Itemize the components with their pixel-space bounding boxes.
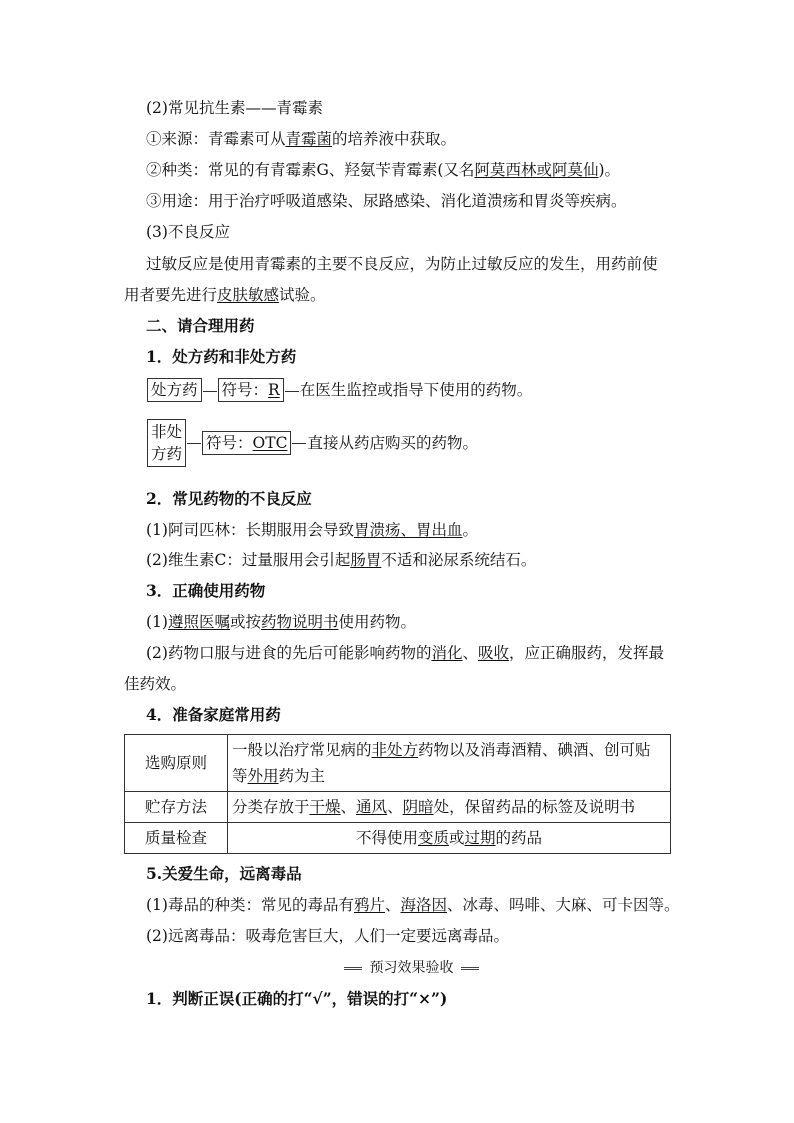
table-cell: 分类存放于干燥、通风、阴暗处，保留药品的标签及说明书: [228, 792, 671, 823]
drugs-line1: (1)毒品的种类：常见的毒品有鸦片、海洛因、冰毒、吗啡、大麻、可卡因等。: [146, 896, 680, 914]
reactions-heading: 2．常见药物的不良反应: [146, 489, 312, 508]
penicillin-source: ①来源：青霉素可从青霉菌的培养液中获取。: [146, 130, 457, 148]
answer-blank: 阿莫西林或阿莫仙: [474, 161, 599, 179]
correct-line2: (2)药物口服与进食的先后可能影响药物的消化、吸收，应正确服药，发挥最: [146, 644, 665, 662]
banner-label: 预习效果验收: [362, 958, 461, 978]
answer-blank: 药物说明书: [261, 613, 339, 631]
penicillin-use: ③用途：用于治疗呼吸道感染、尿路感染、消化道溃疡和胃炎等疾病。: [146, 192, 627, 210]
correct-line1: (1)遵照医嘱或按药物说明书使用药物。: [146, 613, 417, 631]
answer-blank: 鸦片: [353, 896, 385, 914]
answer-blank: 胃溃疡、胃出血: [353, 521, 463, 539]
table-row-label: 质量检查: [125, 823, 228, 854]
rx-heading: 1．处方药和非处方药: [146, 347, 297, 366]
correct-line3: 佳药效。: [124, 675, 187, 693]
table-cell: 不得使用变质或过期的药品: [228, 823, 671, 854]
table-row: [125, 823, 671, 854]
answer-blank: 吸收: [478, 644, 510, 662]
answer-blank: 消化: [431, 644, 463, 662]
drugs-line2: (2)远离毒品：吸毒危害巨大，人们一定要远离毒品。: [146, 927, 509, 945]
answer-blank: 青霉菌: [285, 130, 333, 148]
table-row: [125, 735, 671, 792]
rx-row: 处方药 符号：R 在医生监控或指导下使用的药物。: [147, 378, 532, 402]
correct-heading: 3．正确使用药物: [146, 581, 266, 600]
answer-blank: 海洛因: [400, 896, 448, 914]
answer-blank: 遵照医嘱: [167, 613, 230, 631]
section-heading: 二、请合理用药: [146, 316, 255, 335]
adverse-heading: (3)不良反应: [146, 223, 230, 241]
table-cell: 一般以治疗常见病的非处方药物以及消毒酒精、碘酒、创可贴等外用药为主: [228, 735, 671, 792]
connector-line: [203, 391, 217, 392]
penicillin-types: ②种类：常见的有青霉素G、羟氨苄青霉素(又名阿莫西林或阿莫仙)。: [146, 161, 621, 179]
vitamin-c-line: (2)维生素C：过量服用会引起肠胃不适和泌尿系统结石。: [146, 551, 537, 569]
household-medicine-table: [124, 734, 671, 854]
connector-line: [187, 443, 201, 444]
answer-blank: 皮肤敏感: [217, 286, 280, 304]
aspirin-line: (1)阿司匹林：长期服用会导致胃溃疡、胃出血。: [146, 521, 478, 539]
table-row-label: 贮存方法: [125, 792, 228, 823]
question-1: 1．判断正误(正确的打“√”，错误的打“×”): [146, 989, 448, 1008]
rx-symbol-box: 符号：R: [218, 378, 284, 402]
table-row-label: 选购原则: [125, 735, 228, 792]
table-row: [125, 792, 671, 823]
otc-box: 非处 方药: [147, 419, 186, 467]
adverse-line1: 过敏反应是使用青霉素的主要不良反应，为防止过敏反应的发生，用药前使: [146, 255, 658, 273]
answer-blank: 肠胃: [350, 551, 382, 569]
drugs-heading: 5.关爱生命，远离毒品: [146, 864, 302, 883]
connector-line: [285, 391, 299, 392]
connector-line: [292, 443, 306, 444]
penicillin-heading: (2)常见抗生素——青霉素: [146, 99, 323, 117]
otc-symbol-box: 符号：OTC: [202, 431, 291, 455]
rx-box: 处方药: [147, 378, 202, 402]
preview-banner: [344, 958, 479, 978]
otc-row: 非处 方药符号：OTC 直接从药店购买的药物。: [147, 419, 478, 467]
adverse-line2: 用者要先进行皮肤敏感试验。: [124, 286, 326, 304]
household-heading: 4．准备家庭常用药: [146, 705, 281, 724]
